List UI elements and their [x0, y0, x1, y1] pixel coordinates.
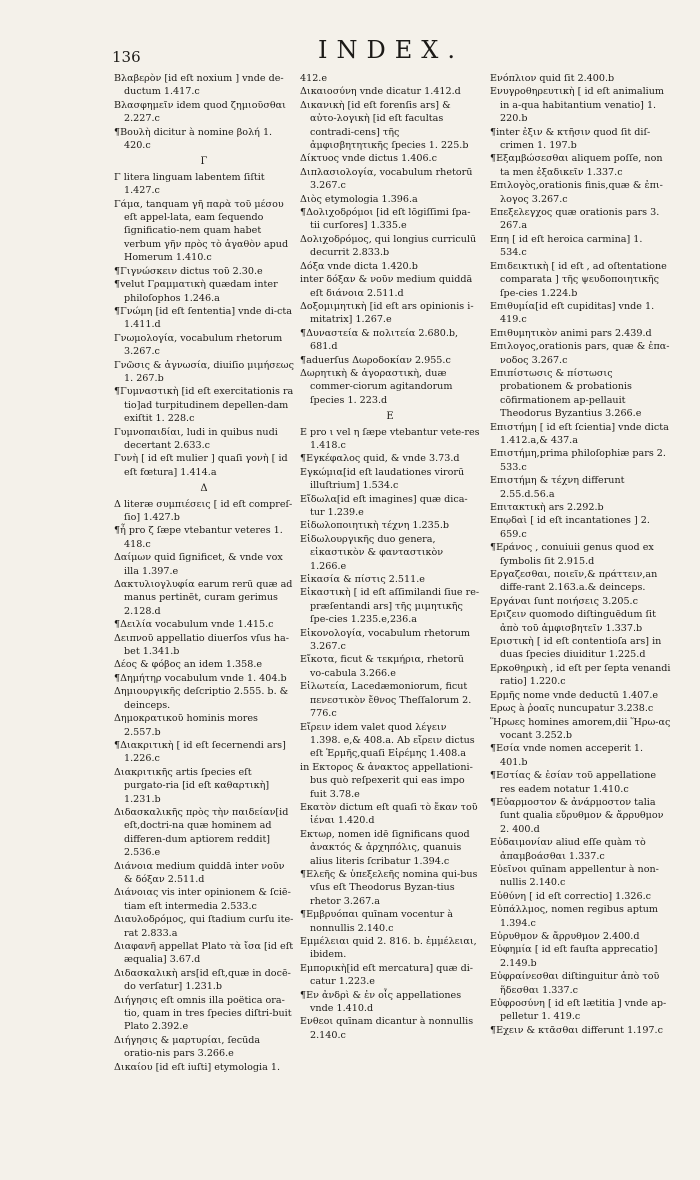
index-entry: Γνωμολογία, vocabulum rhetorum 3.267.c	[114, 332, 283, 358]
index-entry: ¶aduerſus Δωροδοκίαν 2.955.c	[300, 354, 451, 366]
index-entry: 412.e	[300, 73, 328, 84]
index-entry: ¶Εχειν & κτᾶσθαι differunt 1.197.c	[490, 1024, 663, 1036]
index-entry: Εργαζεσθαι, ποιεῖν,& πράττειν,an diffe-rant 2.163.a.& deinceps.	[490, 569, 658, 594]
index-entry: Επιθυμητικὸν animi pars 2.439.d	[490, 327, 652, 339]
index-entry: ¶Εγκέφαλος quid, & vnde 3.73.d	[300, 453, 460, 465]
index-entry: Ενθεοι quīnam dicantur à nonnullis 2.140.c	[300, 1016, 474, 1041]
index-entry: Δοξομιμητικὴ [id eſt ars opinionis i-mitatrix] 1.267.e	[300, 300, 474, 326]
index-entry: Επιστήμη & τέχνη differunt 2.55.d.56.a	[490, 475, 625, 500]
index-entry: Εὐφροσύνη [ id eſt lætitia ] vnde ap-pelletur 1. 419.c	[490, 998, 667, 1023]
index-entry: Διακριτικῆς artis ſpecies eſt purgato-ria [id eſt καθαρτικὴ] 1.231.b	[114, 766, 270, 805]
index-entry: Διπλασιολογία, vocabulum rhetorū 3.267.c	[300, 166, 473, 192]
index-entry: Δικαίου [id eſt iuſti] etymologia 1.	[114, 1061, 281, 1073]
index-entry: Διὸς etymologia 1.396.a	[300, 193, 418, 205]
index-entry: Επιλογὸς,orationis finis,quæ & ἐπι-λογος 3.267.c	[490, 180, 663, 205]
index-entry: Εὐεῖνοι quīnam appellentur à non-nullis 2.140.c	[490, 863, 659, 889]
index-entry: ¶ἦ pro ζ ſæpe vtebantur veteres 1. 418.c	[114, 525, 283, 550]
index-entry: ¶Ελεῆς & ὑπεξελεῆς nomina qui-bus vſus eſt Theodorus Byzan-tius rhetor 3.267.a	[300, 868, 478, 907]
index-entry: Εμπορικὴ[id eſt mercatura] quæ di-catur 1.223.e	[300, 962, 474, 988]
index-entry: ¶Γιγνώσκειν dictus τοῦ 2.30.e	[114, 265, 263, 277]
page-number: 136	[112, 48, 141, 66]
index-entry: Δακτυλιογλυφία earum rerū quæ ad manus pertinēt, curam gerimus 2.128.d	[114, 579, 293, 617]
section-letter: Γ	[200, 156, 208, 168]
index-entry: Ερκοθηρικὴ , id eſt per ſepta venandi ratio] 1.220.c	[490, 662, 671, 688]
index-entry: Εὐφημία [ id eſt fauſta apprecatio] 2.149.b	[490, 944, 658, 969]
index-entry: ¶Διακριτικὴ [ id eſt ſecernendi ars] 1.226.c	[114, 739, 286, 765]
index-entry: Εκατὸν dictum eſt quaſi τὸ ἔκαν τοῦ ἰέναι 1.420.d	[300, 801, 478, 827]
index-entry: Ενόπλιον quid ſit 2.400.b	[490, 73, 615, 84]
index-entry: Διήγησις eſt omnis illa poëtica ora-tio, quam in tres ſpecies diſtri-buit Plato 2.392.e	[114, 994, 292, 1033]
index-entry: Εἰδωλοποιητικὴ τέχνη 1.235.b	[300, 520, 450, 532]
index-entry: Διήγησις & μαρτυρίαι, ſecūda oratio-nis pars 3.266.e	[114, 1034, 261, 1060]
index-entry: ¶Δολιχοδρόμοι [id eſt lōgiſſimi ſpa-tii curſores] 1.335.e	[300, 207, 471, 232]
index-entry: Βλαβερὸν [id eſt noxium ] vnde de-ductum 1.417.c	[114, 73, 284, 98]
index-entry: Διάνοια medium quiddā inter νοῦν & δόξαν 2.511.d	[114, 860, 285, 885]
index-entry: Επιδεικτικὴ [ id eſt , ad oſtentatione comparata ] τῆς ψευδοποιητικῆς ſpe-cies 1.224.b	[490, 260, 667, 299]
index-entry: Δίκτυος vnde dictus 1.406.c	[300, 153, 437, 165]
index-entry: Επιλογος,orationis pars, quæ & ἐπα-νοδος 3.267.c	[490, 341, 670, 366]
index-entry: Επιστήμη [ id eſt ſcientia] vnde dicta 1.412.a,& 437.a	[490, 421, 669, 446]
index-entry: Δ literæ συμπιέσεις [ id eſt compreſ-ſio] 1.427.b	[114, 498, 293, 523]
index-entry: Γ litera linguam labentem ſiſtit 1.427.c	[114, 171, 265, 197]
index-entry: Ενυγροθηρευτικὴ [ id eſt animalium in a-qua habitantium venatio] 1. 220.b	[490, 86, 665, 125]
index-entry: Δωρητικὴ & ἀγοραστικὴ, duæ commer-ciorum agitandorum ſpecies 1. 223.d	[300, 367, 453, 406]
index-entry: Δημιουργικῆς deſcriptio 2.555. b. & deinceps.	[114, 686, 289, 711]
index-entry: Επεξελεγχος quæ orationis pars 3. 267.a	[490, 207, 660, 232]
index-entry: Εὐπάλλμος, nomen regibus aptum 1.394.c	[490, 904, 658, 929]
index-entry: Δικαιοσύνη vnde dicatur 1.412.d	[300, 86, 461, 98]
index-entry: Εκτωρ, nomen idē ſignificans quod ἀνακτός & ἀρχηπόλις, quanuis alius literis ſcribatur 1.394.c	[300, 828, 470, 867]
index-entry: Διάνοιας vis inter opinionem & ſciē-tiam eſt intermedia 2.533.c	[114, 887, 291, 912]
index-entry: ¶Δειλία vocabulum vnde 1.415.c	[114, 619, 274, 631]
index-entry: Εὐρυθμον & ἄρρυθμον 2.400.d	[490, 931, 640, 942]
index-entry: Εἰλωτεία, Lacedæmoniorum, ficut πενεστικὸν ἔθνος Theſſalorum 2. 776.c	[300, 681, 472, 720]
index-entry: ¶Εσία vnde nomen acceperit 1. 401.b	[490, 743, 644, 768]
index-entry: Δειπνοῦ appellatio diuerſos vſus ha-bet 1.341.b	[114, 632, 289, 658]
index-entry: ¶inter ἐξιν & κτῆσιν quod ſit diſ-crimen 1. 197.b	[490, 126, 651, 152]
index-entry: ¶velut Γραμματικὴ quædam inter philoſophos 1.246.a	[114, 279, 278, 304]
index-entry: Ἥρωες homines amorem,dii Ἥρω-ας vocant 3.252.b	[490, 716, 671, 741]
index-entry: Εὐδαιμονίαν aliud eſſe quàm τὸ ἀπαμβοάσθαι 1.337.c	[490, 837, 646, 862]
index-entry: Δημοκρατικοῦ hominis mores 2.557.b	[114, 713, 258, 738]
index-entry: Διαυλοδρόμος, qui ſtadium curſu ite-rat 2.833.a	[114, 914, 294, 939]
index-entry: Ερως à ῥοαῖς nuncupatur 3.238.c	[490, 703, 654, 715]
index-entry: Γνῶσις & ἀγνωσία, diuiſio μιμήσεως 1. 267.b	[114, 359, 294, 384]
index-entry: Εὐθύνη [ id eſt correctio] 1.326.c	[490, 890, 652, 902]
index-entry: Εμμέλειαι quid 2. 816. b. ἐμμέλειαι, ibidem.	[300, 936, 477, 961]
index-entry: Γάμα, tanquam γῆ παρὰ τοῦ μέσου eſt appel-lata, eam ſequendo ſignificatio-nem quam habet verbum γῆν πρὸς τὸ ἀγαθὸν apud Homerum 1.410.c	[114, 198, 289, 264]
index-entry: ¶Εστίας & ἐσίαν τοῦ appellatione res eadem notatur 1.410.c	[490, 770, 657, 795]
running-head: INDEX.	[318, 36, 464, 64]
section-letter: Ε	[386, 411, 394, 423]
index-entry: Εἴρειν idem valet quod λέγειν 1.398. e,& 408.a. Ab εἴρειν dictus eſt Ἑρμῆς,quaſi Εἰρέμης 1.408.a	[300, 721, 475, 760]
index-entry: Διδασκαλικὴ ars[id eſt,quæ in docē-do verſatur] 1.231.b	[114, 967, 291, 993]
index-entry: ¶Βουλὴ dicitur à nomine βολή 1. 420.c	[114, 126, 273, 152]
index-entry: Βλασφημεῖν idem quod ζημιοῦσθαι 2.227.c	[114, 99, 286, 125]
index-entry: Εἰκαστικὴ [ id eſt aſſimilandi ſiue re-præſentandi ars] τῆς μιμητικῆς ſpe-cies 1.235.e,236.a	[300, 587, 480, 626]
index-entry: Επιθυμία[id eſt cupiditas] vnde 1. 419.c	[490, 300, 655, 326]
index-entry: Επιστήμη,prima philoſophiæ pars 2. 533.c	[490, 448, 666, 473]
index-entry: Δόξα vnde dicta 1.420.b	[300, 260, 418, 272]
index-column-2	[300, 72, 480, 1042]
section-letter: Δ	[200, 483, 208, 495]
index-entry: ¶Γυμναστικὴ [id eſt exercitationis ra tio]ad turpitudinem depellen-dam exiſtit 1. 228.c	[114, 386, 294, 425]
index-entry: ¶Εξαμβώσεσθαι aliquem poſſe, non ta men ἐξαδικεῖν 1.337.c	[490, 153, 663, 178]
index-column-1	[114, 72, 294, 1074]
index-entry: ¶Εράνος , conuiuii genus quod ex ſymbolis ſit 2.915.d	[490, 542, 654, 567]
index-entry: Εἰκονολογία, vocabulum rhetorum 3.267.c	[300, 627, 471, 653]
index-entry: Εἰκασία & πίστις 2.511.e	[300, 574, 425, 586]
index-entry: ¶Εμβρυόπαι quīnam vocentur à nonnullis 2.140.c	[300, 909, 453, 934]
index-entry: Γυμνοπαιδίαι, ludi in quibus nudi decertant 2.633.c	[114, 426, 278, 451]
index-entry: Εριζειν quomodo diſtinguēdum ſit ἀπὸ τοῦ ἀμφισβητεῖν 1.337.b	[490, 609, 656, 634]
index-entry: Ερμῆς nome vnde deductū 1.407.e	[490, 689, 659, 701]
index-entry: Διδασκαλικῆς πρὸς τὴν παιδείαν[id eſt,doctri-na quæ hominem ad differen-dum aptiorem reddit] 2.536.e	[114, 806, 289, 859]
index-entry: ¶Δημήτηρ vocabulum vnde 1. 404.b	[114, 672, 287, 684]
index-entry: Εἴδωλα[id eſt imagines] quæ dica-tur 1.239.e	[300, 493, 468, 518]
index-entry: ¶Δυναστεία & πολιτεία 2.680.b, 681.d	[300, 327, 459, 353]
index-entry: ¶Εὐαρμοστον & ἀνάρμοστον talia ſunt qualia εὔρυθμον & ἄρρυθμον 2. 400.d	[490, 796, 664, 835]
index-entry: Εὐφραίνεσθαι diſtinguitur ἀπὸ τοῦ ἥδεσθαι 1.337.c	[490, 971, 660, 996]
index-entry: Επῳδαὶ [ id eſt incantationes ] 2. 659.c	[490, 515, 650, 540]
index-entry: Εγκώμια[id eſt laudationes virorū illuſtrium] 1.534.c	[300, 466, 465, 492]
index-entry: in Εκτορος & ἀνακτος appellationi-bus quò reſpexerit qui eas impo fuit 3.78.e	[300, 761, 473, 800]
index-entry: inter δόξαν & νοῦν medium quiddā eſt διάνοια 2.511.d	[300, 274, 473, 299]
index-entry: ¶Εν ἀνδρὶ & ἐν οἷς appellationes vnde 1.410.d	[300, 989, 462, 1015]
index-entry: Εἴκοτα, ficut & τεκμήρια, rhetorū vo-cabula 3.266.e	[300, 654, 464, 679]
index-entry: Δολιχοδρόμος, qui longius curriculū decurrit 2.833.b	[300, 233, 477, 259]
index-entry: Δικανικὴ [id eſt forenſis ars] & αὐτο-λογικὴ [id eſt facultas contradi-cens] τῆς ἀμφισβητητικῆς ſpecies 1. 225.b	[300, 99, 469, 152]
index-entry: Διαφανῆ appellat Plato τὰ ἴσα [id eſt æqualia] 3.67.d	[114, 941, 294, 966]
index-entry: Επιτακτικὴ ars 2.292.b	[490, 502, 604, 513]
index-entry: Εἰδωλουργικῆς duo genera, εἰκαστικὸν & φανταστικὸν 1.266.e	[300, 533, 444, 572]
index-entry: Δέος & φόβος an idem 1.358.e	[114, 659, 263, 671]
index-column-3	[490, 72, 672, 1037]
index-entry: Επη [ id eſt heroica carmina] 1. 534.c	[490, 233, 643, 259]
index-entry: Επιπίστωσις & πίστωσις probationem & probationis cōfirmationem ap-pellauit Theodorus Byzantius 3.266.e	[490, 367, 642, 420]
index-entry: Εριστικὴ [ id eſt contentioſa ars] in duas ſpecies diuiditur 1.225.d	[490, 636, 662, 661]
index-entry: Ε pro ι vel η ſæpe vtebantur vete-res 1.418.c	[300, 426, 480, 451]
index-entry: Εργάναι ſunt ποιήσεις 3.205.c	[490, 595, 638, 607]
index-entry: Γυνὴ [ id eſt mulier ] quaſi γονὴ [ id eſt fœtura] 1.414.a	[114, 453, 288, 478]
index-entry: Δαίμων quid ſignificet, & vnde vox illa 1.397.e	[114, 552, 283, 577]
index-entry: ¶Γνώμη [id eſt ſententia] vnde di-cta 1.411.d	[114, 305, 293, 331]
